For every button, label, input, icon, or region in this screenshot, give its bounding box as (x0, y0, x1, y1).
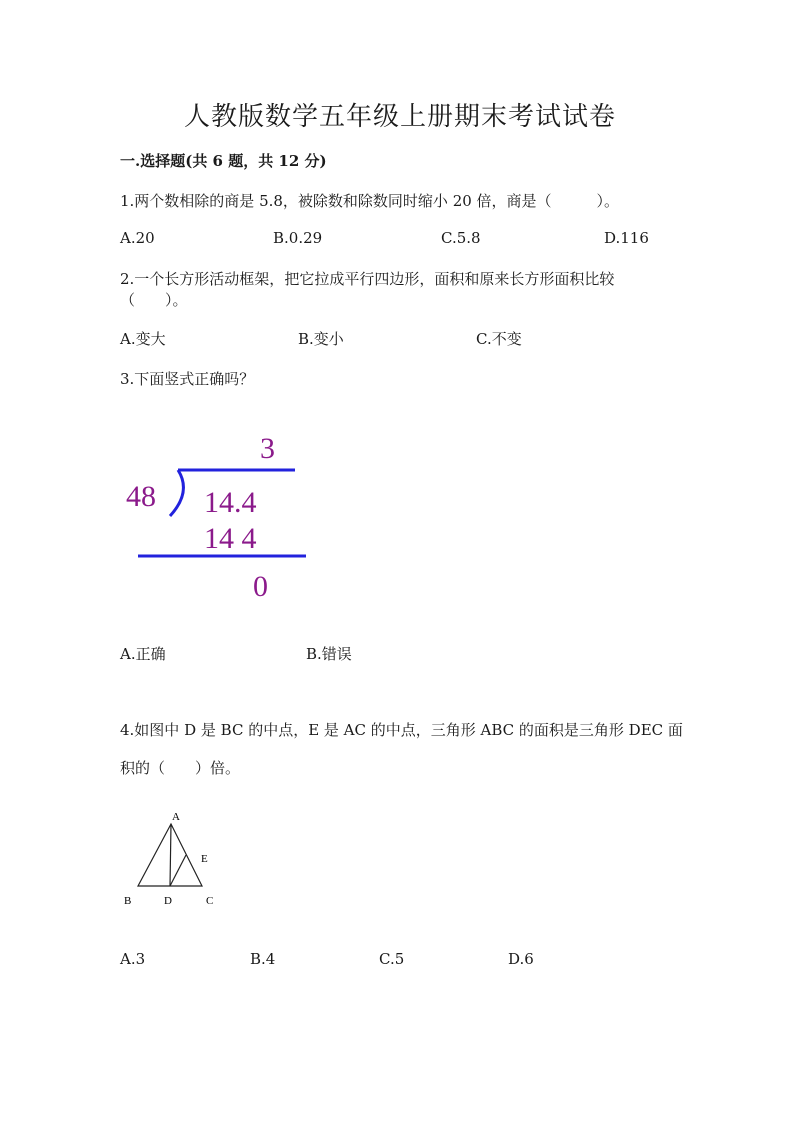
question-1-option-c[interactable]: C.5.8 (441, 229, 481, 247)
label-c: C (206, 895, 214, 907)
long-division-figure (120, 420, 320, 610)
question-3-text: 3.下面竖式正确吗？ (120, 370, 255, 388)
segment-de (170, 855, 186, 886)
triangle-figure (118, 806, 228, 910)
question-4-text-line1: 4.如图中 D 是 BC 的中点，E 是 AC 的中点，三角形 ABC 的面积是三角形 DEC 面 (120, 721, 683, 739)
question-1-text: 1.两个数相除的商是 5.8，被除数和除数同时缩小 20 倍，商是（ ）。 (120, 192, 620, 210)
section-heading: 一.选择题(共 6 题，共 12 分) (120, 152, 327, 170)
question-4-text-line2: 积的（ ）倍。 (120, 759, 241, 777)
question-4-option-b[interactable]: B.4 (250, 950, 276, 968)
label-d: D (164, 895, 172, 907)
division-bracket (170, 470, 183, 516)
page-title: 人教版数学五年级上册期末考试试卷 (183, 102, 616, 132)
divisor: 48 (126, 480, 156, 513)
question-3-option-a[interactable]: A.正确 (120, 645, 166, 663)
question-1-option-a[interactable]: A.20 (120, 229, 155, 247)
label-a: A (172, 811, 180, 823)
question-1-option-d[interactable]: D.116 (604, 229, 649, 247)
question-4-option-d[interactable]: D.6 (508, 950, 534, 968)
label-e: E (201, 853, 208, 865)
question-2-option-c[interactable]: C.不变 (476, 330, 522, 348)
segment-ad (170, 824, 171, 886)
question-4-option-a[interactable]: A.3 (120, 950, 146, 968)
question-2-text-line1: 2.一个长方形活动框架，把它拉成平行四边形，面积和原来长方形面积比较 (120, 270, 615, 288)
dividend: 14.4 (204, 486, 257, 519)
label-b: B (124, 895, 132, 907)
remainder: 0 (253, 570, 268, 603)
question-4-option-c[interactable]: C.5 (379, 950, 405, 968)
product: 14 4 (204, 522, 257, 555)
question-2-option-a[interactable]: A.变大 (120, 330, 166, 348)
question-2-text-line2: （ ）。 (120, 291, 188, 309)
question-3-option-b[interactable]: B.错误 (306, 645, 352, 663)
question-2-option-b[interactable]: B.变小 (298, 330, 344, 348)
question-1-option-b[interactable]: B.0.29 (273, 229, 323, 247)
quotient: 3 (260, 432, 275, 465)
